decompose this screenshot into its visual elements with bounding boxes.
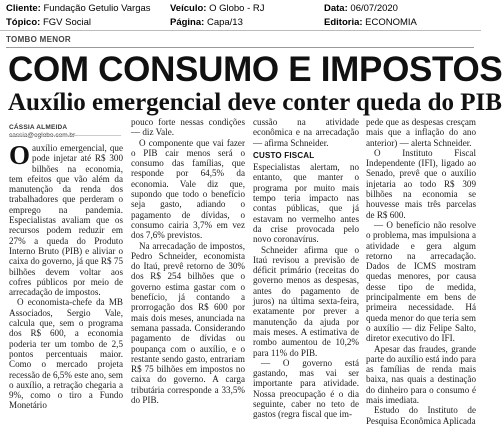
article-column-3	[253, 117, 359, 420]
editoria-value: ECONOMIA	[365, 17, 417, 28]
section-subtitle: CUSTO FISCAL	[253, 150, 315, 160]
paragraph: pouco forte nessas condições — diz Vale.	[131, 117, 245, 138]
article-subhead: Auxílio emergencial deve conter queda do PIB	[8, 89, 502, 116]
editoria-label: Editoria:	[324, 17, 363, 28]
cliente-cell	[6, 2, 170, 16]
data-cell	[324, 2, 476, 16]
byline-email	[9, 132, 75, 140]
article-column-1	[9, 140, 123, 411]
paragraph	[9, 140, 123, 298]
paragraph: O componente que vai fazer o PIB cair menos será o consumo das famílias, que responde por 64,5% da economia. Vale diz que, supondo que todo o benefício seja gasto, adiando o pagamento de dívidas, o consumo cairia 3,7% em vez dos 7,6% previstos.	[131, 137, 245, 241]
clipping-row-2	[6, 16, 476, 30]
paragraph-text: auxílio emergencial, que pode injetar até R$ 300 bilhões na economia, tem efeitos que vão além da manutenção da renda dos trabalhadores que perderam o emprego na pandemia. Especialistas avaliam que os recursos podem reduzir em 27% a queda do Produto Interno Bruto (PIB) e aliviar o caixa do governo, já que R$ 75 bilhões devem voltar aos cofres públicos por meio de arrecadação de impostos.	[9, 143, 123, 298]
cliente-value: Fundação Getulio Vargas	[43, 3, 151, 14]
article-column-2	[131, 117, 245, 406]
veiculo-value: O Globo - RJ	[209, 3, 265, 14]
paragraph: Schneider afirma que o Itaú revisou a previsão de déficit primário (receitas do governo menos as despesas, antes do pagamento de juros) na última sexta-feira, exatamente por prever a manutenção da ajuda por mais meses. A estimativa de rombo aumentou de 10,2% para 11% do PIB.	[253, 244, 359, 358]
topico-label: Tópico:	[6, 17, 41, 28]
topico-value: FGV Social	[42, 17, 91, 28]
article-column-4	[366, 117, 476, 426]
paragraph: Apesar das fraudes, grande parte do auxílio está indo para as famílias de renda mais baixa, nas quais a destinação do dinheiro para o consumo é mais imediata.	[366, 343, 476, 406]
cliente-label: Cliente:	[6, 3, 41, 14]
pagina-value: Capa/13	[206, 17, 243, 28]
clipping-row-1	[6, 2, 476, 16]
data-label: Data:	[324, 3, 348, 14]
clipping-divider	[0, 30, 481, 31]
article-kicker: TOMBO MENOR	[6, 35, 71, 44]
topico-cell	[6, 16, 170, 30]
byline-rule	[9, 135, 121, 136]
kicker-rule	[6, 47, 474, 48]
byline	[9, 124, 75, 140]
dropcap: O	[9, 140, 31, 170]
paragraph: Na arrecadação de impostos, Pedro Schneider, economista do Itaú, prevê retorno de 30% dos R$ 254 bilhões que o governo estima gastar com o benefício, já contando a prorrogação dos R$ 600 por mais dois meses, anunciada na semana passada. Considerando pagamento de dívidas ou poupança com o auxílio, e o restante sendo gasto, entrariam R$ 75 bilhões em impostos no caixa do governo. A carga tributária corresponde a 33,5% do PIB.	[131, 240, 245, 406]
article-headline: COM CONSUMO E IMPOSTOS	[8, 50, 502, 89]
veiculo-cell	[170, 2, 324, 16]
paragraph: pede que as despesas cresçam mais que a inflação do ano anterior) — alerta Schneider.	[366, 117, 476, 148]
byline-name: CÁSSIA ALMEIDA	[9, 124, 68, 131]
paragraph: Estudo do Instituto de Pesquisa Econômica Aplicada	[366, 405, 476, 426]
clipping-header	[6, 2, 476, 32]
paragraph: Especialistas alertam, no entanto, que manter o programa por muito mais tempo teria impacto nas contas públicas, que já estavam no vermelho antes da crise provocada pelo novo coronavírus.	[253, 162, 359, 245]
paragraph: — O benefício não resolve o problema, mas impulsiona a atividade e gera algum retorno na arrecadação. Dados de ICMS mostram quedas menores, por causa desse tipo de medida, principalmente em bens de primeira necessidade. Há queda menor do que teria sem o auxílio — diz Felipe Salto, diretor executivo do IFI.	[366, 219, 476, 344]
paragraph: — O governo está gastando, mas vai ser importante para atividade. Nossa preocupação é o dia seguinte, caber no teto de gastos (regra fiscal que im-	[253, 357, 359, 420]
paragraph: cussão na atividade econômica e na arrecadação — afirma Schneider.	[253, 117, 359, 148]
paragraph: O economista-chefe da MB Associados, Sergio Vale, calcula que, sem o programa dos R$ 600, a economia poderia ter um tombo de 2,5 pontos percentuais maior. Como o mercado projeta recessão de 6,5% este ano, sem o auxílio, a retração chegaria a 9%, como o tiro a Fundo Monetário	[9, 297, 123, 411]
editoria-cell	[324, 16, 476, 30]
paragraph: O Instituto Fiscal Independente (IFI), ligado ao Senado, prevê que o auxílio injetaria ao todo R$ 309 bilhões na economia se houvesse mais três parcelas de R$ 600.	[366, 147, 476, 220]
data-value: 06/07/2020	[350, 3, 398, 14]
pagina-label: Página:	[170, 17, 205, 28]
pagina-cell	[170, 16, 324, 30]
veiculo-label: Veículo:	[170, 3, 207, 14]
